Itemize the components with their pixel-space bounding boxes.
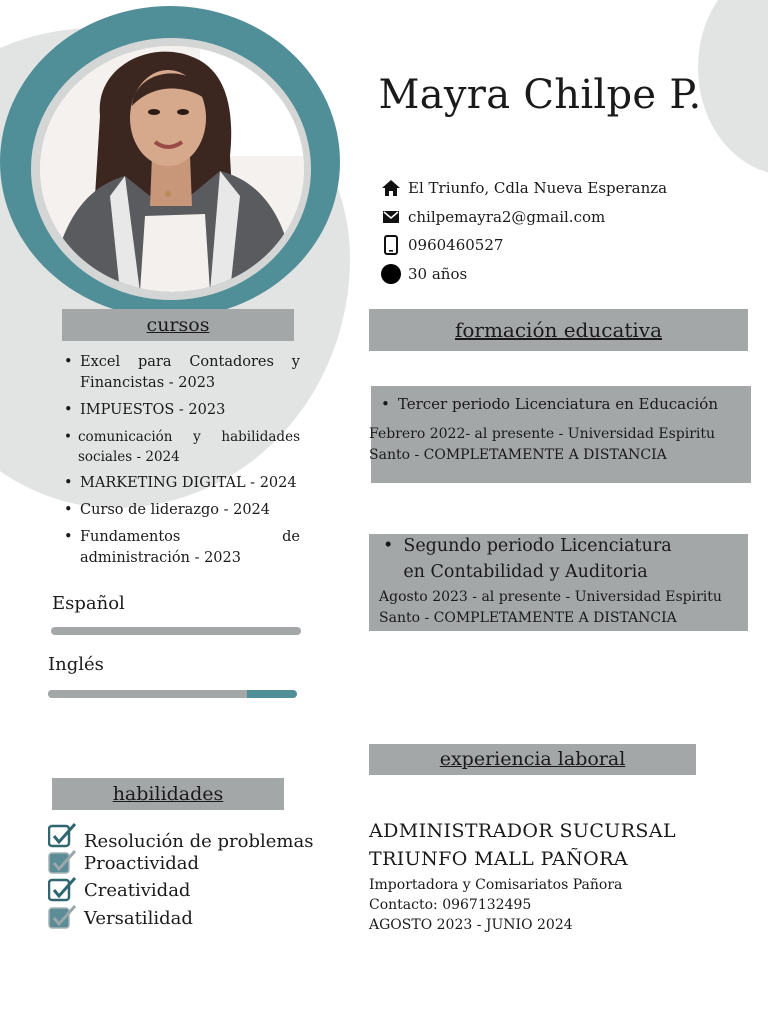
profile-photo xyxy=(40,46,304,292)
profile-photo-illustration xyxy=(40,46,304,292)
education-entry-2-detail: Agosto 2023 - al presente - Universidad Espiritu Santo - COMPLETAMENTE A DISTANCIA xyxy=(379,589,722,626)
course-item: • Fundamentos de administración - 2023 xyxy=(62,527,300,569)
phone-text: 0960460527 xyxy=(408,236,504,254)
education-heading: formación educativa xyxy=(369,309,748,351)
skill-item: Proactividad xyxy=(48,850,199,876)
email-link[interactable]: chilpemayra2@gmail.com xyxy=(408,208,606,226)
job-title: ADMINISTRADOR SUCURSAL TRIUNFO MALL PAÑORA xyxy=(369,820,676,870)
course-item: • comunicación y habilidades sociales - 2024 xyxy=(62,427,300,467)
language-spanish-bar xyxy=(51,627,301,635)
course-item: • Curso de liderazgo - 2024 xyxy=(62,500,300,521)
language-english-label: Inglés xyxy=(48,654,104,675)
skills-heading: habilidades xyxy=(52,778,284,810)
age-text: 30 años xyxy=(408,265,468,283)
address-text: El Triunfo, Cdla Nueva Esperanza xyxy=(408,179,668,197)
person-name: Mayra Chilpe P. xyxy=(378,72,702,118)
job-period: AGOSTO 2023 - JUNIO 2024 xyxy=(369,917,573,933)
checkbox-check-icon xyxy=(48,877,78,903)
course-item: • MARKETING DIGITAL - 2024 xyxy=(62,473,300,494)
contact-address xyxy=(380,177,667,199)
contact-phone xyxy=(380,234,503,256)
job-company: Importadora y Comisariatos Pañora xyxy=(369,877,623,893)
job-contact: Contacto: 0967132495 xyxy=(369,897,532,913)
education-entry-1-detail: Febrero 2022- al presente - Universidad Espiritu Santo - COMPLETAMENTE A DISTANCIA xyxy=(369,426,716,463)
skill-item: Creatividad xyxy=(48,877,190,903)
skill-item: Resolución de problemas xyxy=(48,823,313,849)
checkbox-check-icon xyxy=(48,823,78,849)
courses-list xyxy=(62,352,300,575)
experience-heading: experiencia laboral xyxy=(369,744,696,775)
language-spanish-label: Español xyxy=(52,593,125,614)
course-item: • Excel para Contadores y Financistas - 2023 xyxy=(62,352,300,394)
courses-heading: cursos xyxy=(62,309,294,341)
checkbox-check-icon xyxy=(48,905,78,931)
envelope-icon xyxy=(380,206,402,228)
language-english-fill xyxy=(48,690,247,698)
education-entry-1-title: • Tercer periodo Licenciatura en Educación xyxy=(381,395,719,413)
checkbox-check-icon xyxy=(48,850,78,876)
skill-item: Versatilidad xyxy=(48,905,193,931)
education-entry-2-title: • Segundo periodo Licenciatura en Contabilidad y Auditoria xyxy=(383,536,672,582)
circle-icon xyxy=(380,263,402,285)
language-english-bar xyxy=(48,690,297,698)
contact-email xyxy=(380,206,605,228)
mobile-phone-icon xyxy=(380,234,402,256)
language-spanish-fill xyxy=(51,627,301,635)
home-icon xyxy=(380,177,402,199)
course-item: • IMPUESTOS - 2023 xyxy=(62,400,300,421)
contact-age xyxy=(380,263,467,285)
